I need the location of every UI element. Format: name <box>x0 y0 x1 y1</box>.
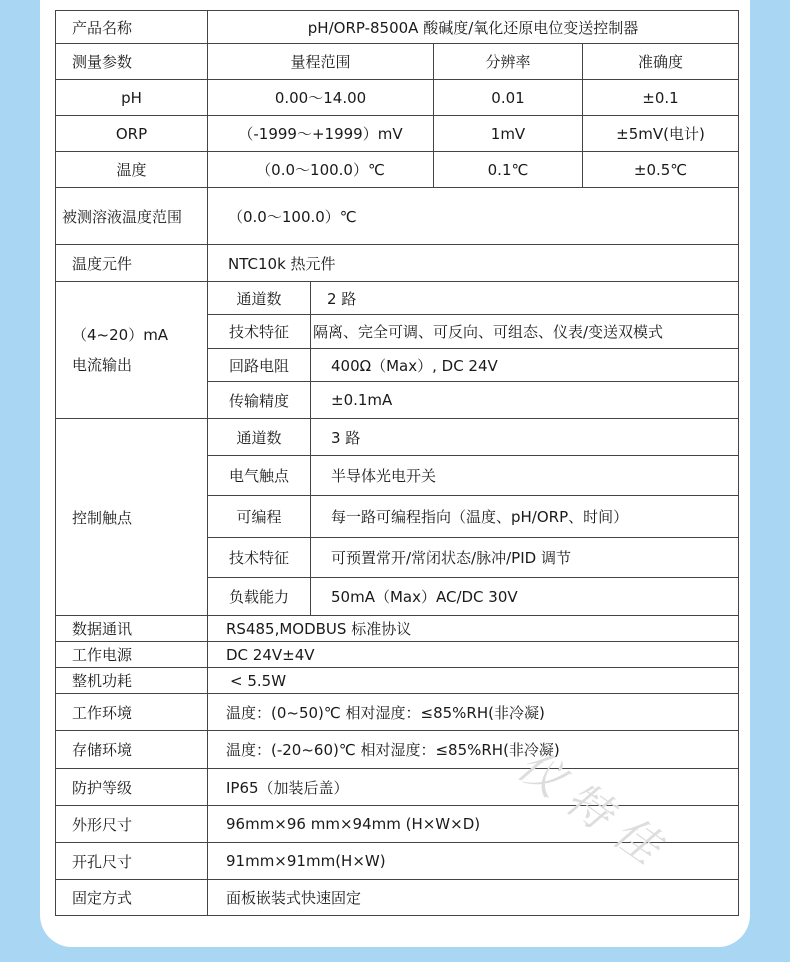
temp-element-value: NTC10k 热元件 <box>208 245 739 282</box>
table-row <box>56 245 739 282</box>
table-header-row <box>56 44 739 80</box>
current-output-label <box>56 282 208 419</box>
spec-value: 96mm×96 mm×94mm (H×W×D) <box>208 806 739 843</box>
param-resolution: 1mV <box>434 116 583 152</box>
table-row <box>56 152 739 188</box>
sub-value: 每一路可编程指向（温度、pH/ORP、时间） <box>311 496 739 538</box>
solution-temp-label: 被测溶液温度范围 <box>56 188 208 245</box>
sub-value: 50mA（Max）AC/DC 30V <box>311 578 739 616</box>
sub-value: 3 路 <box>311 419 739 456</box>
table-row <box>56 116 739 152</box>
spec-label: 工作电源 <box>56 642 208 668</box>
param-name: pH <box>56 80 208 116</box>
current-output-label-line2: 电流输出 <box>72 356 133 374</box>
header-param: 测量参数 <box>56 44 208 80</box>
spec-value: 91mm×91mm(H×W) <box>208 843 739 880</box>
param-accuracy: ±0.5℃ <box>583 152 739 188</box>
solution-temp-value: （0.0～100.0）℃ <box>208 188 739 245</box>
sub-label: 可编程 <box>208 496 311 538</box>
sub-value: 400Ω（Max）, DC 24V <box>311 349 739 382</box>
spec-value: 温度：(0~50)℃ 相对湿度：≤85%RH(非冷凝) <box>208 694 739 731</box>
spec-value: DC 24V±4V <box>208 642 739 668</box>
spec-label: 工作环境 <box>56 694 208 731</box>
spec-label: 固定方式 <box>56 880 208 916</box>
table-row <box>56 769 739 806</box>
table-row <box>56 694 739 731</box>
table-row <box>56 11 739 44</box>
table-row <box>56 282 739 315</box>
product-name-label: 产品名称 <box>56 11 208 44</box>
spec-value: 面板嵌装式快速固定 <box>208 880 739 916</box>
header-range: 量程范围 <box>208 44 434 80</box>
table-row <box>56 843 739 880</box>
spec-label: 开孔尺寸 <box>56 843 208 880</box>
sub-value: 隔离、完全可调、可反向、可组态、仪表/变送双模式 <box>311 315 739 349</box>
sub-label: 技术特征 <box>208 538 311 578</box>
spec-value: < 5.5W <box>208 668 739 694</box>
param-name: 温度 <box>56 152 208 188</box>
sub-label: 技术特征 <box>208 315 311 349</box>
spec-label: 外形尺寸 <box>56 806 208 843</box>
table-row <box>56 642 739 668</box>
product-name-value: pH/ORP-8500A 酸碱度/氧化还原电位变送控制器 <box>208 11 739 44</box>
spec-table <box>55 10 739 916</box>
table-row <box>56 616 739 642</box>
table-row <box>56 419 739 456</box>
table-row <box>56 80 739 116</box>
sub-label: 负载能力 <box>208 578 311 616</box>
sub-value: ±0.1mA <box>311 382 739 419</box>
spec-label: 存储环境 <box>56 731 208 769</box>
watermark: 仪特佳 <box>508 739 681 882</box>
spec-value: IP65（加装后盖） <box>208 769 739 806</box>
sub-label: 传输精度 <box>208 382 311 419</box>
spec-label: 整机功耗 <box>56 668 208 694</box>
spec-label: 防护等级 <box>56 769 208 806</box>
table-row <box>56 668 739 694</box>
param-range: （0.0～100.0）℃ <box>208 152 434 188</box>
param-name: ORP <box>56 116 208 152</box>
sub-value: 半导体光电开关 <box>311 456 739 496</box>
spec-value: RS485,MODBUS 标准协议 <box>208 616 739 642</box>
header-accuracy: 准确度 <box>583 44 739 80</box>
param-range: 0.00～14.00 <box>208 80 434 116</box>
table-row <box>56 806 739 843</box>
param-accuracy: ±0.1 <box>583 80 739 116</box>
temp-element-label: 温度元件 <box>56 245 208 282</box>
spec-value: 温度：(-20~60)℃ 相对湿度：≤85%RH(非冷凝) <box>208 731 739 769</box>
param-resolution: 0.01 <box>434 80 583 116</box>
header-resolution: 分辨率 <box>434 44 583 80</box>
control-contacts-label: 控制触点 <box>56 419 208 616</box>
sub-value: 可预置常开/常闭状态/脉冲/PID 调节 <box>311 538 739 578</box>
spec-label: 数据通讯 <box>56 616 208 642</box>
table-row <box>56 880 739 916</box>
sub-value: 2 路 <box>311 282 739 315</box>
sub-label: 回路电阻 <box>208 349 311 382</box>
param-range: （-1999～+1999）mV <box>208 116 434 152</box>
sub-label: 通道数 <box>208 419 311 456</box>
sub-label: 电气触点 <box>208 456 311 496</box>
table-row <box>56 188 739 245</box>
sub-label: 通道数 <box>208 282 311 315</box>
table-row <box>56 731 739 769</box>
param-accuracy: ±5mV(电计) <box>583 116 739 152</box>
param-resolution: 0.1℃ <box>434 152 583 188</box>
current-output-label-line1: （4~20）mA <box>72 326 169 344</box>
